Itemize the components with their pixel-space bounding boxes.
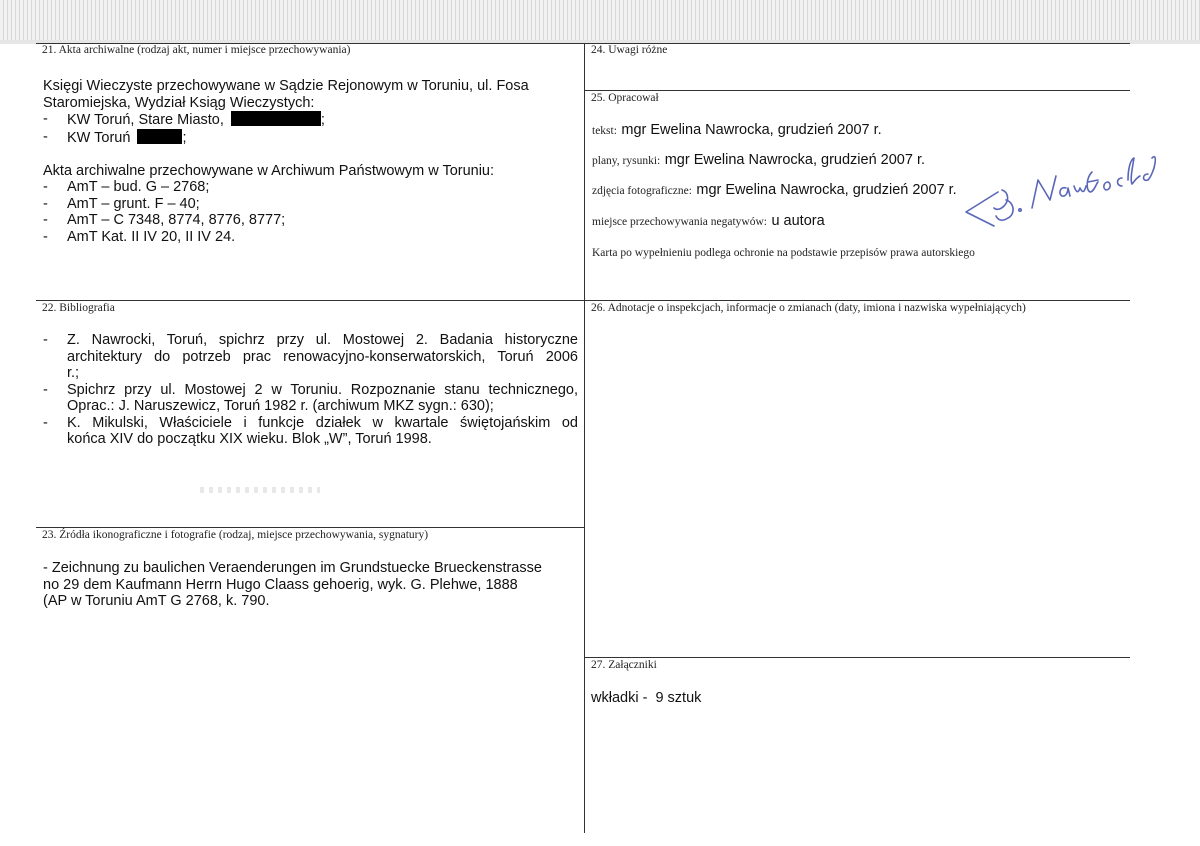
divider-24-25 <box>584 90 1130 91</box>
section-22-label: 22. Bibliografia <box>42 302 115 314</box>
section-25-label: 25. Opracował <box>591 92 659 104</box>
redaction-bar <box>231 111 321 126</box>
negatywy-row: miejsce przechowywania negatywów: u autora <box>592 213 825 229</box>
bibliography-item: - Spichrz przy ul. Mostowej 2 w Toruniu. Rozpoznanie stanu technicznego, Oprac.: J. Naruszewicz, Toruń 1982 r. (archiwum MKZ sygn.: 630); <box>43 381 578 414</box>
attachments-value: wkładki - 9 sztuk <box>591 690 702 706</box>
plany-row: plany, rysunki: mgr Ewelina Nawrocka, grudzień 2007 r. <box>592 152 926 168</box>
section-24-label: 24. Uwagi różne <box>591 44 668 56</box>
kw-item: - KW Toruń, Stare Miasto, ; <box>43 111 325 128</box>
ap-item: - AmT – bud. G – 2768; <box>43 179 210 195</box>
zdjecia-row: zdjęcia fotograficzne: mgr Ewelina Nawrocka, grudzień 2007 r. <box>592 182 957 198</box>
kw-header-line1: Księgi Wieczyste przechowywane w Sądzie Rejonowym w Toruniu, ul. Fosa <box>43 78 529 94</box>
section-23-content: - Zeichnung zu baulichen Veraenderungen im Grundstuecke Brueckenstrasse no 29 dem Kaufmann Herrn Hugo Claass gehoerig, wyk. G. Plehwe, 1888 (AP w Toruniu AmT G 2768, k. 790. <box>43 560 542 609</box>
kw-header-line2: Staromiejska, Wydział Ksiąg Wieczystych: <box>43 94 315 111</box>
signature-image <box>958 130 1158 235</box>
section-21-content <box>43 78 529 245</box>
bibliography-item: - K. Mikulski, Właściciele i funkcje działek w kwartale świętojańskim od końca XIV do początku XIX wieku. Blok „W”, Toruń 1998. <box>43 414 578 447</box>
ap-item: - AmT – grunt. F – 40; <box>43 195 200 212</box>
section-22-content <box>43 332 578 448</box>
bibliography-item: - Z. Nawrocki, Toruń, spichrz przy ul. Mostowej 2. Badania historyczne architektury do potrzeb prac renowacyjno-konserwatorskich, Toruń 2006 r.; <box>43 332 578 381</box>
redaction-bar <box>137 129 182 144</box>
copyright-note: Karta po wypełnieniu podlega ochronie na podstawie przepisów prawa autorskiego <box>592 247 975 259</box>
divider-26-27 <box>584 657 1130 658</box>
column-divider <box>584 43 585 833</box>
tekst-row: tekst: mgr Ewelina Nawrocka, grudzień 2007 r. <box>592 122 882 138</box>
ap-item: - AmT Kat. II IV 20, II IV 24. <box>43 228 236 245</box>
divider-22-23 <box>36 527 584 528</box>
section-21-label: 21. Akta archiwalne (rodzaj akt, numer i miejsce przechowywania) <box>42 44 351 56</box>
divider-21-22 <box>36 300 1130 301</box>
scan-smudge <box>200 487 320 493</box>
ap-header: Akta archiwalne przechowywane w Archiwum Państwowym w Toruniu: <box>43 162 495 179</box>
scan-top-edge <box>0 0 1200 44</box>
kw-item: - KW Toruń ; <box>43 128 187 146</box>
ap-item: - AmT – C 7348, 8774, 8776, 8777; <box>43 212 286 228</box>
section-26-label: 26. Adnotacje o inspekcjach, informacje o zmianach (daty, imiona i nazwiska wypełniających) <box>591 302 1026 314</box>
section-27-label: 27. Załączniki <box>591 659 657 671</box>
section-23-label: 23. Źródła ikonograficzne i fotografie (rodzaj, miejsce przechowywania, sygnatury) <box>42 529 429 541</box>
